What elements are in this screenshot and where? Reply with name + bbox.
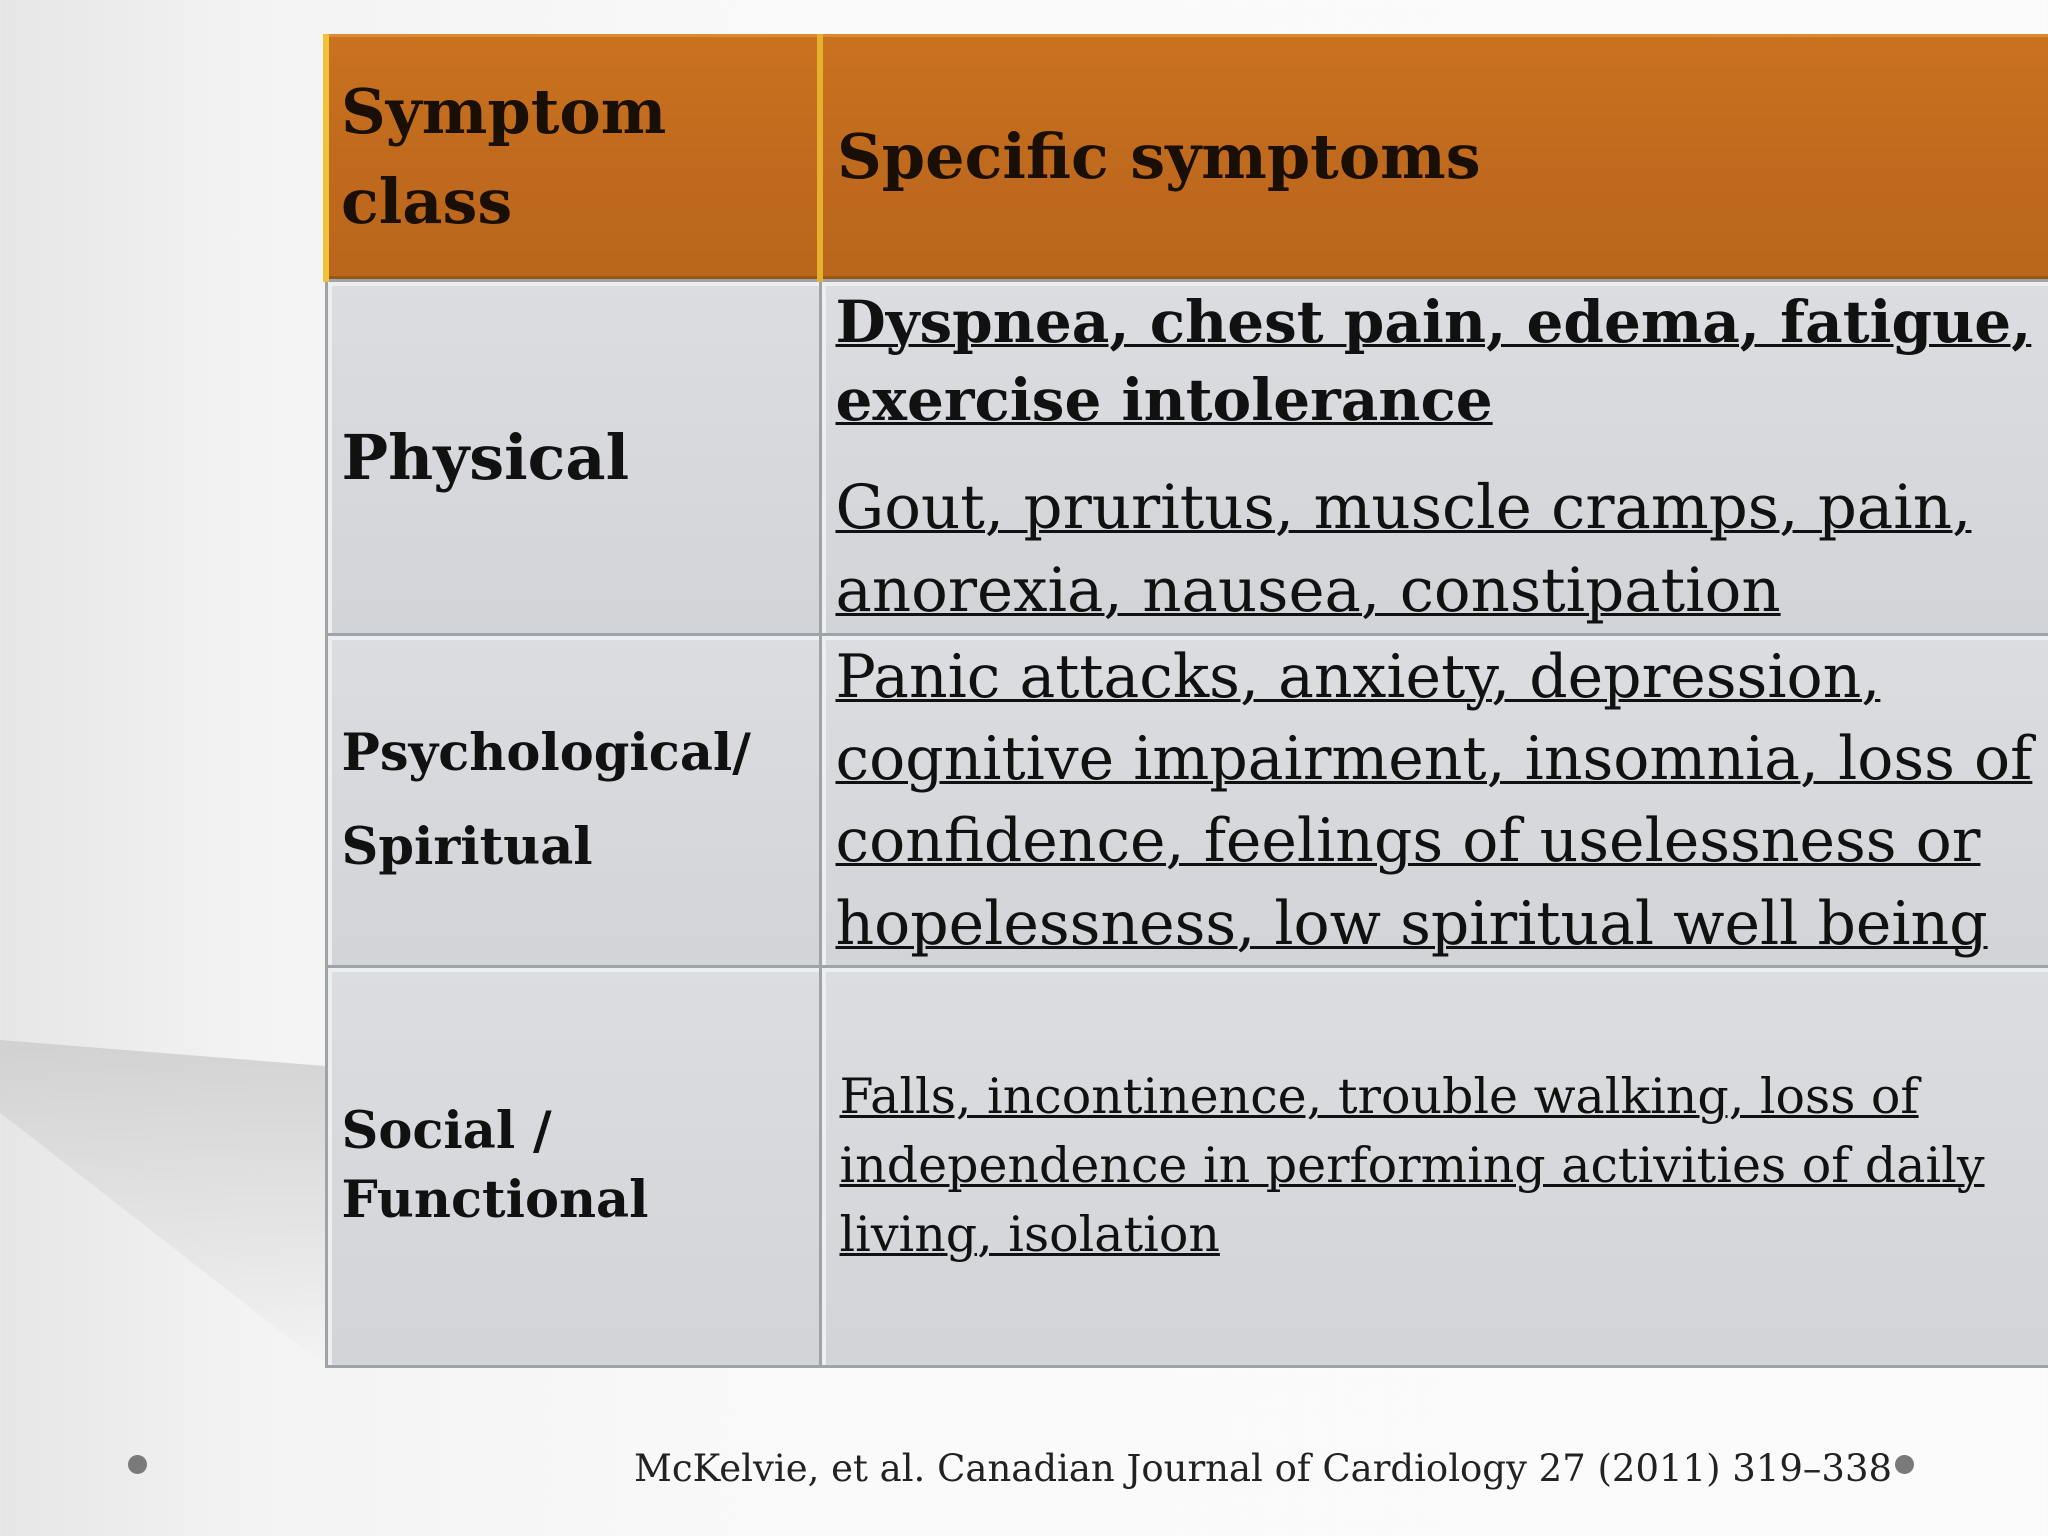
symptoms-psychological: Panic attacks, anxiety, depression, cognitive impairment, insomnia, loss of confidence, feelings of uselessness or hopelessness, low spiritual well being (835, 642, 2033, 959)
header-symptom-class-line2: class (341, 164, 513, 238)
class-label-social-line2: Functional (341, 1170, 649, 1231)
class-cell-psychological (326, 635, 820, 967)
symptoms-cell-physical (820, 281, 2048, 635)
symptoms-cell-psychological (820, 635, 2048, 967)
table-row-psychological (326, 635, 2048, 967)
symptoms-physical-primary: Dyspnea, chest pain, edema, fatigue, exercise intolerance (835, 287, 2032, 435)
bullet-dot-left (128, 1455, 147, 1474)
class-label-social-line1: Social / (341, 1101, 552, 1162)
table-row-social (326, 966, 2048, 1366)
symptom-table (323, 34, 2048, 1368)
class-cell-physical (326, 281, 820, 635)
header-symptom-class-line1: Symptom (341, 74, 667, 148)
symptoms-social: Falls, incontinence, trouble walking, loss of independence in performing activities of daily living, isolation (839, 1068, 1985, 1263)
citation-text: McKelvie, et al. Canadian Journal of Cardiology 27 (2011) 319–338 (634, 1447, 1893, 1490)
class-label-psychological-line1: Psychological/ (341, 723, 751, 784)
background-shadow (0, 1040, 330, 1370)
class-label-psychological (328, 706, 819, 895)
bullet-dot-right (1895, 1455, 1914, 1474)
table-header-row (326, 34, 2048, 281)
table-row-physical (326, 281, 2048, 635)
header-cell-symptom-class (326, 34, 820, 281)
class-label-psychological-line2: Spiritual (341, 817, 593, 878)
class-label-social (328, 1097, 819, 1235)
header-symptom-class (329, 67, 817, 247)
class-cell-social (326, 966, 820, 1366)
header-specific-symptoms: Specific symptoms (837, 120, 1481, 193)
header-cell-specific-symptoms (820, 34, 2048, 281)
symptoms-cell-social (820, 966, 2048, 1366)
symptoms-physical-secondary: Gout, pruritus, muscle cramps, pain, anorexia, nausea, constipation (835, 472, 1972, 626)
class-label-physical: Physical (341, 421, 630, 494)
